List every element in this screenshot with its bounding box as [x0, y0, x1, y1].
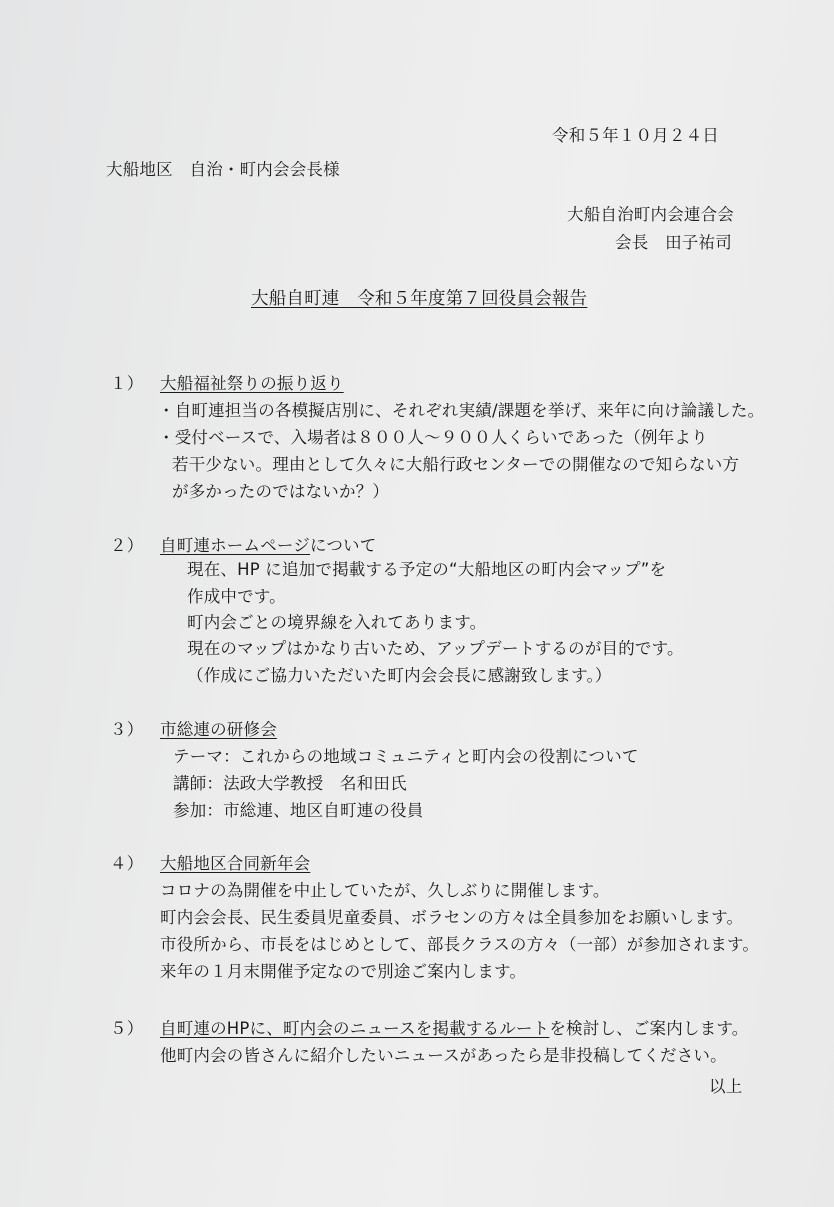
section-line: 現在、HP に追加で掲載する予定の“大船地区の町内会マップ”を — [187, 560, 667, 579]
section-line: 作成中です。 — [187, 587, 286, 606]
sender-name: 会長 田子祐司 — [615, 233, 732, 252]
sender-organization: 大船自治町内会連合会 — [567, 205, 734, 224]
section-line: が多かったのではないか？） — [172, 482, 390, 501]
section-line: 若干少ない。理由として久々に大船行政センターでの開催なので知らない方 — [172, 455, 740, 474]
section-number: ２） — [110, 536, 144, 555]
document-title: 大船自町連 令和５年度第７回役員会報告 — [251, 289, 588, 309]
section-heading-row — [160, 538, 376, 555]
section-line: テーマ：これからの地域コミュニティと町内会の役割について — [173, 747, 639, 766]
closing-mark: 以上 — [709, 1077, 743, 1096]
section-heading: 自町連のHPに、町内会のニュースを掲載するルート — [160, 1019, 550, 1038]
section-line: ・自町連担当の各模擬店別に、それぞれ実績/課題を挙げ、来年に向け論議した。 — [158, 401, 765, 420]
section-line: 市役所から、市長をはじめとして、部長クラスの方々（一部）が参加されます。 — [160, 935, 760, 954]
section-line: 講師：法政大学教授 名和田氏 — [173, 774, 407, 793]
section-line: 現在のマップはかなり古いため、アップデートするのが目的です。 — [187, 639, 684, 658]
section-heading: 市総連の研修会 — [160, 720, 277, 739]
section-line: （作成にご協力いただいた町内会会長に感謝致します。） — [187, 666, 612, 685]
section-line: コロナの為開催を中止していたが、久しぶりに開催します。 — [160, 881, 610, 900]
section-heading-suffix: について — [309, 536, 377, 555]
section-number: １） — [110, 374, 144, 393]
section-heading: 大船地区合同新年会 — [160, 854, 311, 873]
section-number: ４） — [110, 854, 144, 873]
section-line: 町内会ごとの境界線を入れてあります。 — [187, 613, 487, 632]
section-line: ・受付ベースで、入場者は８００人～９００人くらいであった（例年より — [158, 428, 708, 447]
section-number: ５） — [110, 1019, 144, 1038]
section-line: 他町内会の皆さんに紹介したいニュースがあったら是非投稿してください。 — [160, 1046, 727, 1065]
section-line: 来年の１月末開催予定なので別途ご案内します。 — [160, 962, 527, 981]
section-heading: 大船福祉祭りの振り返り — [160, 374, 344, 393]
section-line: 町内会会長、民生委員児童委員、ボラセンの方々は全員参加をお願いします。 — [160, 908, 744, 927]
section-number: ３） — [110, 720, 144, 739]
section-heading-row — [160, 1021, 748, 1038]
section-line: 参加：市総連、地区自町連の役員 — [173, 801, 424, 820]
document-date: 令和５年１０月２４日 — [552, 126, 719, 145]
section-heading: 自町連ホームページ — [160, 536, 310, 555]
recipient-line: 大船地区 自治・町内会会長様 — [106, 160, 340, 179]
section-heading-suffix: を検討し、ご案内します。 — [549, 1019, 749, 1038]
